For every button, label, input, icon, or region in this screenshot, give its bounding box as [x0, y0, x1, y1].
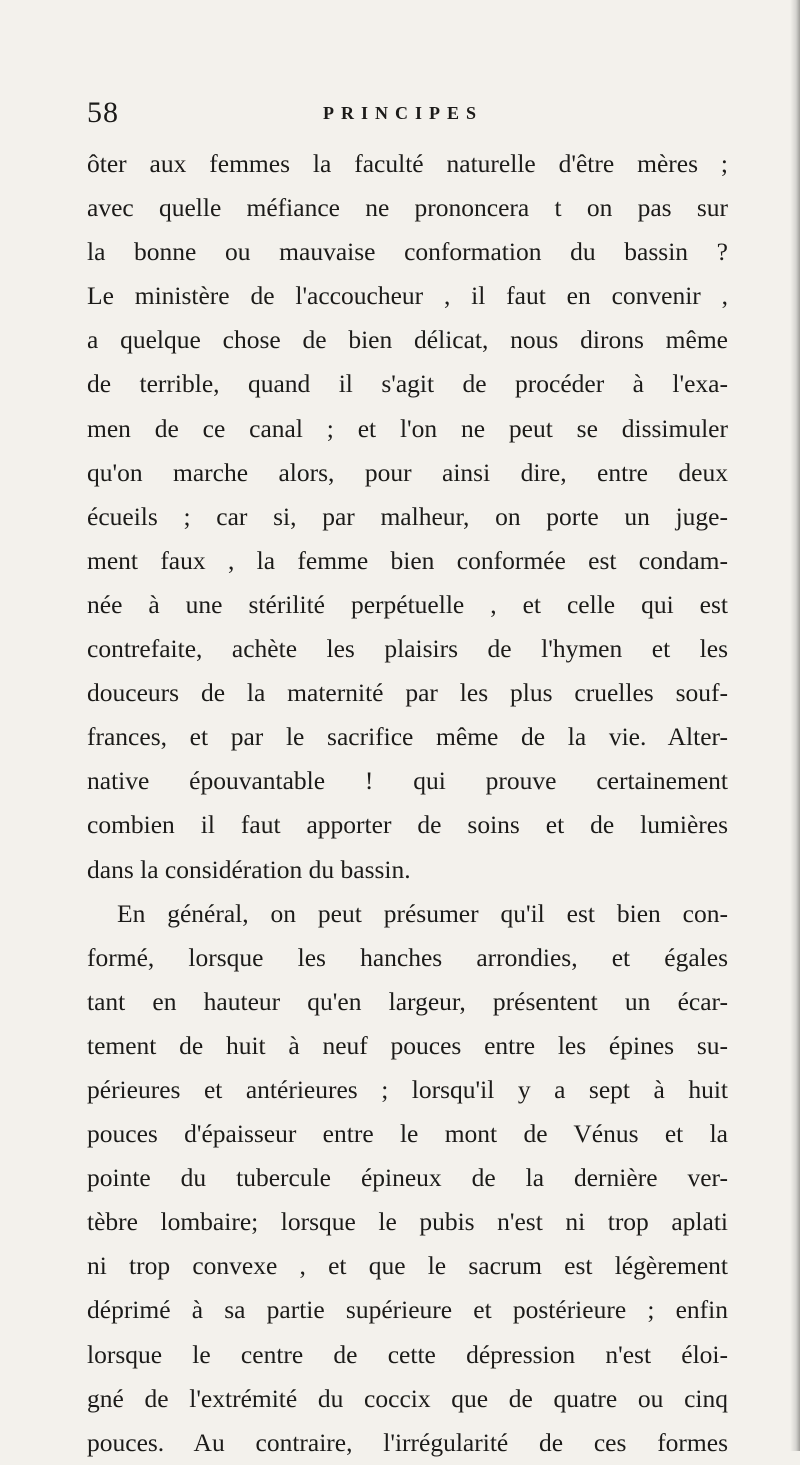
page-edge-shadow — [790, 0, 800, 1451]
text-line: écueils ; car si, par malheur, on porte un juge- — [87, 501, 728, 531]
text-line: formé, lorsque les hanches arrondies, et égales — [87, 942, 728, 972]
text-line: déprimé à sa partie supérieure et postérieure ; enfin — [87, 1295, 728, 1325]
paragraph-start-line: En général, on peut présumer qu'il est bien con- — [117, 898, 728, 928]
text-line: a quelque chose de bien délicat, nous dirons même — [87, 325, 728, 355]
text-line: tant en hauteur qu'en largeur, présentent un écar- — [87, 986, 728, 1016]
text-line: contrefaite, achète les plaisirs de l'hymen et les — [87, 634, 728, 664]
text-line: la bonne ou mauvaise conformation du bassin ? — [87, 237, 728, 267]
page-number: 58 — [87, 96, 119, 129]
running-head — [87, 96, 727, 130]
text-line: frances, et par le sacrifice même de la vie. Alter- — [87, 722, 728, 752]
text-line: qu'on marche alors, pour ainsi dire, entre deux — [87, 457, 728, 487]
text-line: gné de l'extrémité du coccix que de quatre ou cinq — [87, 1383, 728, 1413]
text-line: men de ce canal ; et l'on ne peut se dissimuler — [87, 413, 728, 443]
text-line: lorsque le centre de cette dépression n'est éloi- — [87, 1339, 728, 1369]
text-line: douceurs de la maternité par les plus cruelles souf- — [87, 678, 728, 708]
text-line: pouces d'épaisseur entre le mont de Vénus et la — [87, 1119, 728, 1149]
text-line: périeures et antérieures ; lorsqu'il y a sept à huit — [87, 1074, 728, 1104]
text-line: ôter aux femmes la faculté naturelle d'être mères ; — [87, 149, 728, 178]
text-line: pointe du tubercule épineux de la dernière ver- — [87, 1163, 728, 1193]
text-line: tement de huit à neuf pouces entre les épines su- — [87, 1030, 728, 1060]
body-text — [87, 142, 728, 1465]
text-line: pouces. Au contraire, l'irrégularité de ces formes — [87, 1427, 728, 1457]
text-line: tèbre lombaire; lorsque le pubis n'est ni trop aplati — [87, 1207, 728, 1237]
text-line: Le ministère de l'accoucheur , il faut en convenir , — [87, 281, 728, 311]
text-line: ment faux , la femme bien conformée est condam- — [87, 545, 728, 575]
text-line: ni trop convexe , et que le sacrum est légèrement — [87, 1251, 728, 1281]
text-line: née à une stérilité perpétuelle , et celle qui est — [87, 589, 728, 619]
text-line: native épouvantable ! qui prouve certainement — [87, 766, 728, 796]
paragraph-end-line: dans la considération du bassin. — [87, 854, 411, 884]
text-line: de terrible, quand il s'agit de procéder à l'exa- — [87, 369, 728, 399]
running-title: PRINCIPES — [323, 103, 484, 123]
text-line: combien il faut apporter de soins et de lumières — [87, 810, 728, 840]
text-line: avec quelle méfiance ne prononcera t on pas sur — [87, 193, 728, 223]
